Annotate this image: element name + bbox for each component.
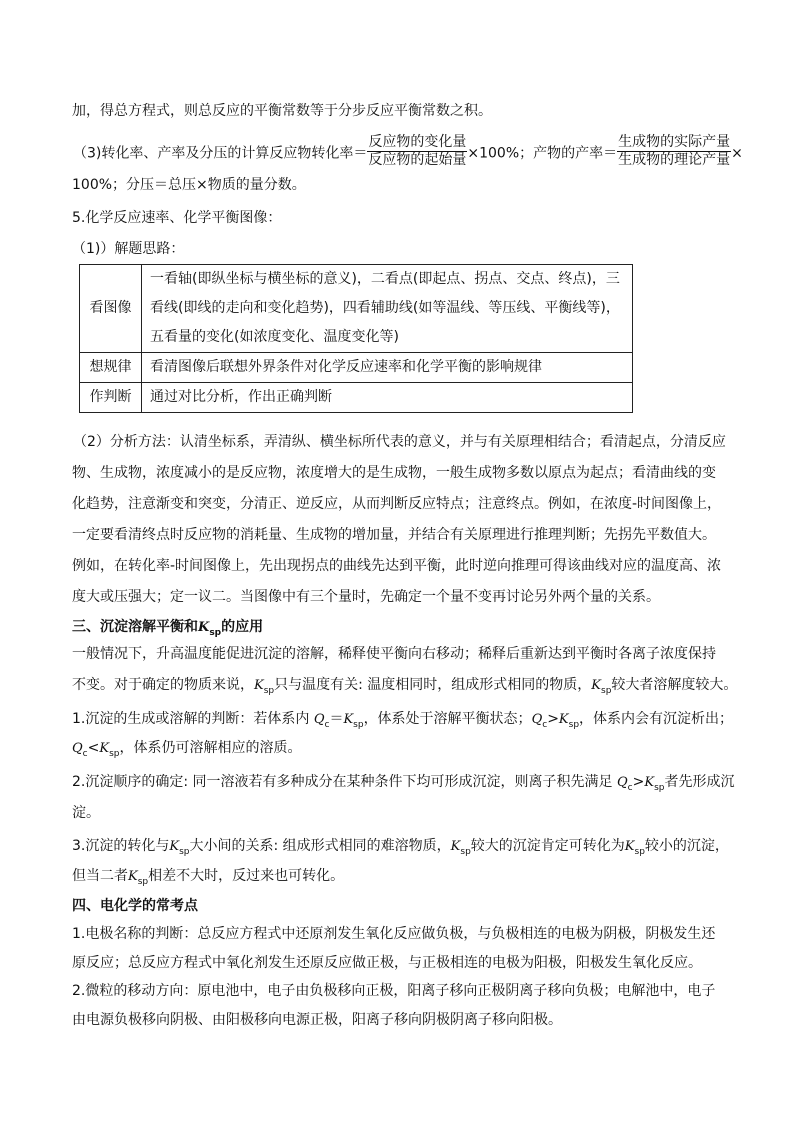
text-line: 100%；分压＝总压×物质的量分数。	[72, 177, 306, 193]
section-heading	[72, 617, 263, 643]
symbol-k: K	[591, 678, 602, 693]
symbol-k: K	[450, 839, 461, 854]
symbol-k: K	[644, 775, 655, 790]
text-line	[72, 675, 737, 701]
fraction-conversion	[367, 134, 467, 169]
text-line: （2）分析方法：认清坐标系，弄清纵、横坐标所代表的意义，并与有关原理相结合；看清起点，分清反应	[73, 434, 726, 450]
subsection-heading: （1)）解题思路：	[72, 241, 185, 257]
text-segment: 三、沉淀溶解平衡和	[72, 619, 198, 635]
text-segment: 但当二者	[72, 868, 128, 884]
text-line: 2.微粒的移动方向：原电池中，电子由负极移向正极，阳离子移向正极阴离子移向负极；电解池中，电子	[72, 983, 716, 999]
text-line	[72, 866, 344, 892]
symbol-q: Q	[313, 712, 325, 727]
text-segment: 3.沉淀的转化与	[72, 838, 170, 854]
paragraph-conversion-rate	[73, 136, 743, 171]
text-line: 物、生成物，浓度减小的是反应物，浓度增大的是生成物，一般生成物多数以原点为起点；看清曲线的变	[72, 465, 716, 481]
table-row	[80, 353, 633, 383]
symbol-k: K	[343, 712, 354, 727]
symbol-c: c	[627, 782, 633, 793]
text-segment: 不变。对于确定的物质来说，	[72, 677, 254, 693]
text-line: 例如，在转化率-时间图像上，先出现拐点的曲线先达到平衡，此时逆向推理可得该曲线对应的温度高、浓	[72, 558, 722, 574]
text-segment: >	[547, 711, 559, 727]
fraction-denominator: 反应物的起始量	[368, 152, 467, 168]
table-cell: 看清图像后联想外界条件对化学反应速率和化学平衡的影响规律	[142, 353, 633, 383]
symbol-c: c	[82, 748, 88, 759]
table-header-cell: 想规律	[80, 353, 142, 383]
fraction-yield	[617, 134, 731, 169]
text-line: 化趋势，注意渐变和突变，分清正、逆反应，从而判断反应特点；注意终点。例如，在浓度-时间图像上，	[72, 496, 722, 512]
symbol-k: K	[254, 678, 264, 693]
fraction-numerator: 反应物的变化量	[368, 134, 467, 150]
text-line: 加，得总方程式，则总反应的平衡常数等于分步反应平衡常数之积。	[72, 103, 492, 119]
symbol-sp: sp	[601, 685, 612, 696]
table-header-cell: 作判断	[80, 383, 142, 413]
table-row	[80, 383, 633, 413]
text-line: 1.电极名称的判断：总反应方程式中还原剂发生氧化反应做负极，与负极相连的电极为阴极，阴极发生还	[72, 926, 716, 942]
text-segment: 只与温度有关: 温度相同时，组成形式相同的物质，	[274, 677, 592, 693]
text-segment: ＝	[329, 711, 344, 727]
symbol-q: Q	[72, 741, 83, 756]
text-line: 一定要看清终点时反应物的消耗量、生成物的增加量，并结合有关原理进行推理判断；先拐先平数值大。	[72, 527, 716, 543]
fraction-denominator: 生成物的理论产量	[618, 152, 731, 168]
text-line	[72, 738, 301, 764]
text-segment: ×100%；产物的产率＝	[467, 145, 618, 162]
text-segment: 较大的沉淀肯定可转化为	[470, 838, 625, 854]
table-header-cell: 看图像	[80, 265, 142, 353]
text-segment: 1.沉淀的生成或溶解的判断：若体系内	[72, 711, 314, 727]
text-segment: 较大者溶解度较大。	[611, 677, 738, 693]
symbol-k: K	[198, 620, 210, 635]
symbol-sp: sp	[460, 846, 471, 857]
text-segment: 的应用	[221, 619, 264, 635]
method-table	[79, 264, 633, 413]
symbol-sp: sp	[353, 719, 364, 730]
symbol-sp: sp	[179, 846, 190, 857]
symbol-sp: sp	[634, 846, 645, 857]
cell-line: 五看量的变化(如浓度变化、温度变化等)	[150, 329, 399, 345]
text-segment: 2.沉淀顺序的确定: 同一溶液若有多种成分在某种条件下均可形成沉淀，则离子积先满足	[72, 774, 617, 790]
symbol-c: c	[542, 719, 548, 730]
text-segment: 相差不大时，反过来也可转化。	[148, 868, 345, 884]
symbol-q: Q	[531, 712, 543, 727]
symbol-c: c	[324, 719, 330, 730]
cell-line: 看线(即线的走向和变化趋势)，四看辅助线(如等温线、等压线、平衡线等)，	[150, 300, 620, 316]
symbol-sp: sp	[209, 627, 222, 638]
text-segment: （3)转化率、产率及分压的计算反应物转化率＝	[73, 145, 368, 162]
text-segment: 较小的沉淀，	[644, 838, 729, 854]
text-segment: ×	[731, 145, 743, 162]
symbol-k: K	[99, 741, 110, 756]
section-heading: 四、电化学的常考点	[72, 898, 198, 914]
section-heading: 5.化学反应速率、化学平衡图像：	[72, 210, 282, 226]
symbol-k: K	[624, 839, 635, 854]
text-line	[72, 836, 729, 862]
symbol-k: K	[558, 712, 569, 727]
fraction-numerator: 生成物的实际产量	[618, 134, 731, 150]
text-segment: ，体系内会有沉淀析出；	[579, 711, 734, 727]
text-segment: ，体系仍可溶解相应的溶质。	[119, 740, 302, 756]
text-line: 淀。	[72, 805, 100, 821]
text-line: 由电源负极移向阴极、由阳极移向电源正极，阳离子移向阴极阴离子移向阳极。	[72, 1012, 562, 1028]
text-segment: >	[632, 774, 645, 790]
text-segment: 者先形成沉	[664, 774, 735, 790]
text-segment: 大小间的关系: 组成形式相同的难溶物质，	[189, 838, 451, 854]
table-cell: 通过对比分析，作出正确判断	[142, 383, 633, 413]
symbol-k: K	[128, 869, 138, 884]
symbol-sp: sp	[109, 748, 120, 759]
text-line	[72, 772, 734, 798]
text-line: 度大或压强大；定一议二。当图像中有三个量时，先确定一个量不变再讨论另外两个量的关系。	[72, 589, 660, 605]
text-segment: <	[87, 740, 100, 756]
symbol-sp: sp	[263, 685, 275, 696]
table-row	[80, 265, 633, 353]
text-segment: ，体系处于溶解平衡状态；	[363, 711, 532, 727]
symbol-sp: sp	[137, 876, 149, 887]
symbol-sp: sp	[654, 782, 665, 793]
symbol-q: Q	[616, 775, 628, 790]
symbol-sp: sp	[568, 719, 580, 730]
text-line	[72, 709, 733, 735]
symbol-k: K	[169, 839, 180, 854]
table-cell	[142, 265, 633, 353]
cell-line: 一看轴(即纵坐标与横坐标的意义)，二看点(即起点、拐点、交点、终点)，三	[150, 271, 620, 287]
text-line: 原反应；总反应方程式中氧化剂发生还原反应做正极，与正极相连的电极为阳极，阳极发生氧化反应。	[72, 955, 702, 971]
text-line: 一般情况下，升高温度能促进沉淀的溶解，稀释使平衡向右移动；稀释后重新达到平衡时各离子浓度保持	[72, 646, 716, 662]
